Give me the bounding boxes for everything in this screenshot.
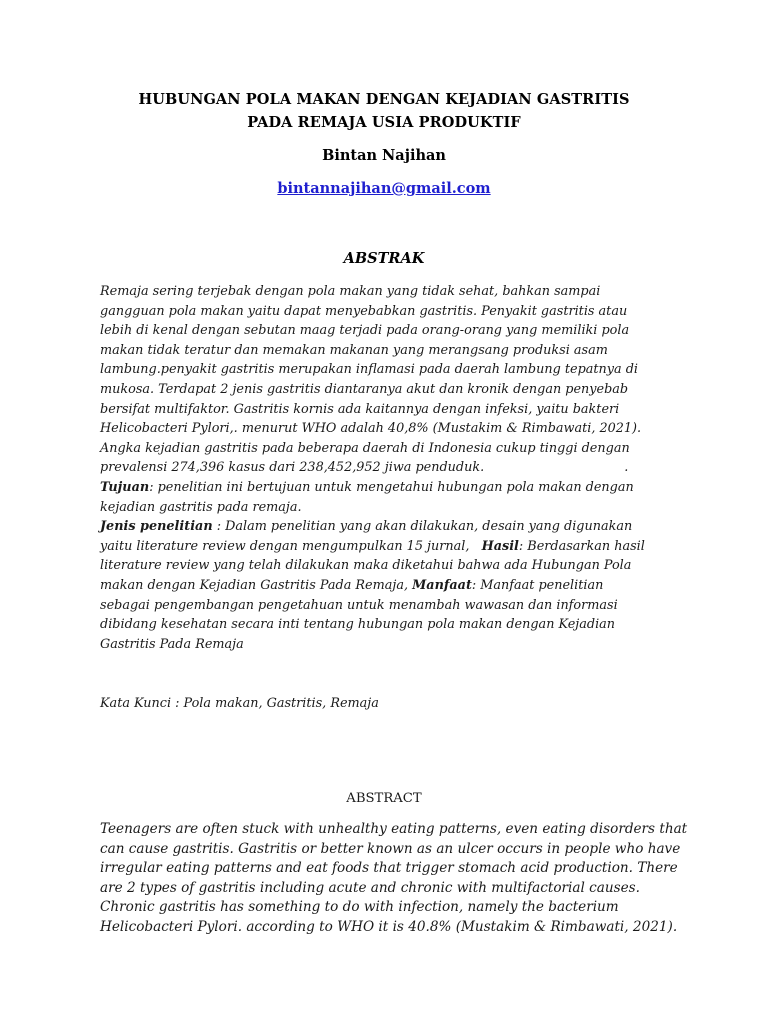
jenis-text-2: yaitu literature review dengan mengumpulkan 15 jurnal,: [100, 538, 470, 554]
abstrak-line: Remaja sering terjebak dengan pola makan yang tidak sehat, bahkan sampai: [100, 284, 601, 299]
hasil-manfaat-line: [100, 576, 680, 596]
jenis-hasil-line: [100, 537, 680, 557]
abstract-line: Chronic gastritis has something to do with infection, namely the bacterium: [100, 899, 619, 916]
email-link[interactable]: bintannajihan@gmail.com: [277, 180, 491, 197]
manfaat-line-3: dibidang kesehatan secara inti tentang hubungan pola makan dengan Kejadian: [100, 617, 616, 633]
abstrak-line: bersifat multifaktor. Gastritis kornis ada kaitannya dengan infeksi, yaitu bakteri: [100, 401, 620, 417]
manfaat-label: Manfaat: [412, 577, 472, 593]
abstrak-line: mukosa. Terdapat 2 jenis gastritis diantaranya akut dan kronik dengan penyebab: [100, 381, 629, 397]
abstract-line: can cause gastritis. Gastritis or better known as an ulcer occurs in people who have: [100, 840, 681, 857]
abstract-line: Helicobacteri Pylori. according to WHO it is 40.8% (Mustakim & Rimbawati, 2021).: [100, 918, 678, 935]
abstract-line: irregular eating patterns and eat foods that trigger stomach acid production. There: [100, 860, 678, 877]
kata-kunci: Kata Kunci : Pola makan, Gastritis, Remaja: [100, 696, 379, 711]
manfaat-line-4: Gastritis Pada Remaja: [100, 636, 244, 652]
abstrak-line-tail: .: [624, 460, 629, 476]
tujuan-line-2: kejadian gastritis pada remaja.: [100, 499, 302, 515]
paper-title: [60, 88, 708, 134]
hasil-text: : Berdasarkan hasil: [518, 538, 645, 554]
title-line-1: HUBUNGAN POLA MAKAN DENGAN KEJADIAN GASTRITIS: [138, 91, 630, 108]
abstrak-line: makan tidak teratur dan memakan makanan yang merangsang produksi asam: [100, 342, 608, 358]
abstrak-line-text: prevalensi 274,396 kasus dari 238,452,952 jiwa penduduk.: [100, 460, 485, 476]
jenis-line-1: [100, 517, 680, 537]
manfaat-line-2: sebagai pengembangan pengetahuan untuk menambah wawasan dan informasi: [100, 597, 618, 613]
abstrak-line-10: [100, 458, 680, 478]
abstrak-body: [100, 282, 680, 654]
hasil-text-3: makan dengan Kejadian Gastritis Pada Remaja,: [100, 577, 409, 593]
manfaat-text: : Manfaat penelitian: [471, 577, 604, 593]
abstrak-heading: ABSTRAK: [343, 250, 425, 267]
abstract-line: Teenagers are often stuck with unhealthy eating patterns, even eating disorders that: [100, 821, 688, 837]
abstract-line: are 2 types of gastritis including acute and chronic with multifactorial causes.: [100, 879, 640, 896]
abstract-heading: ABSTRACT: [346, 791, 422, 806]
abstrak-line: Angka kejadian gastritis pada beberapa daerah di Indonesia cukup tinggi dengan: [100, 440, 630, 456]
abstrak-line: gangguan pola makan yaitu dapat menyebabkan gastritis. Penyakit gastritis atau: [100, 303, 628, 319]
tujuan-label: Tujuan: [100, 479, 150, 495]
hasil-line-2: literature review yang telah dilakukan maka diketahui bahwa ada Hubungan Pola: [100, 558, 632, 574]
jenis-label: Jenis penelitian: [100, 519, 213, 535]
author-name: Bintan Najihan: [322, 147, 446, 164]
title-line-2: PADA REMAJA USIA PRODUKTIF: [247, 114, 521, 131]
tujuan-line-1: [100, 478, 680, 498]
tujuan-text: : penelitian ini bertujuan untuk mengetahui hubungan pola makan dengan: [149, 479, 634, 495]
abstract-body: [100, 820, 688, 938]
abstrak-line: lebih di kenal dengan sebutan maag terjadi pada orang-orang yang memiliki pola: [100, 323, 630, 339]
abstrak-line: lambung.penyakit gastritis merupakan inflamasi pada daerah lambung tepatnya di: [100, 362, 638, 378]
hasil-label: Hasil: [481, 538, 519, 554]
author-email: [60, 178, 708, 200]
jenis-text: : Dalam penelitian yang akan dilakukan, desain yang digunakan: [212, 519, 633, 535]
abstrak-line: Helicobacteri Pylori,. menurut WHO adalah 40,8% (Mustakim & Rimbawati, 2021).: [100, 421, 642, 437]
